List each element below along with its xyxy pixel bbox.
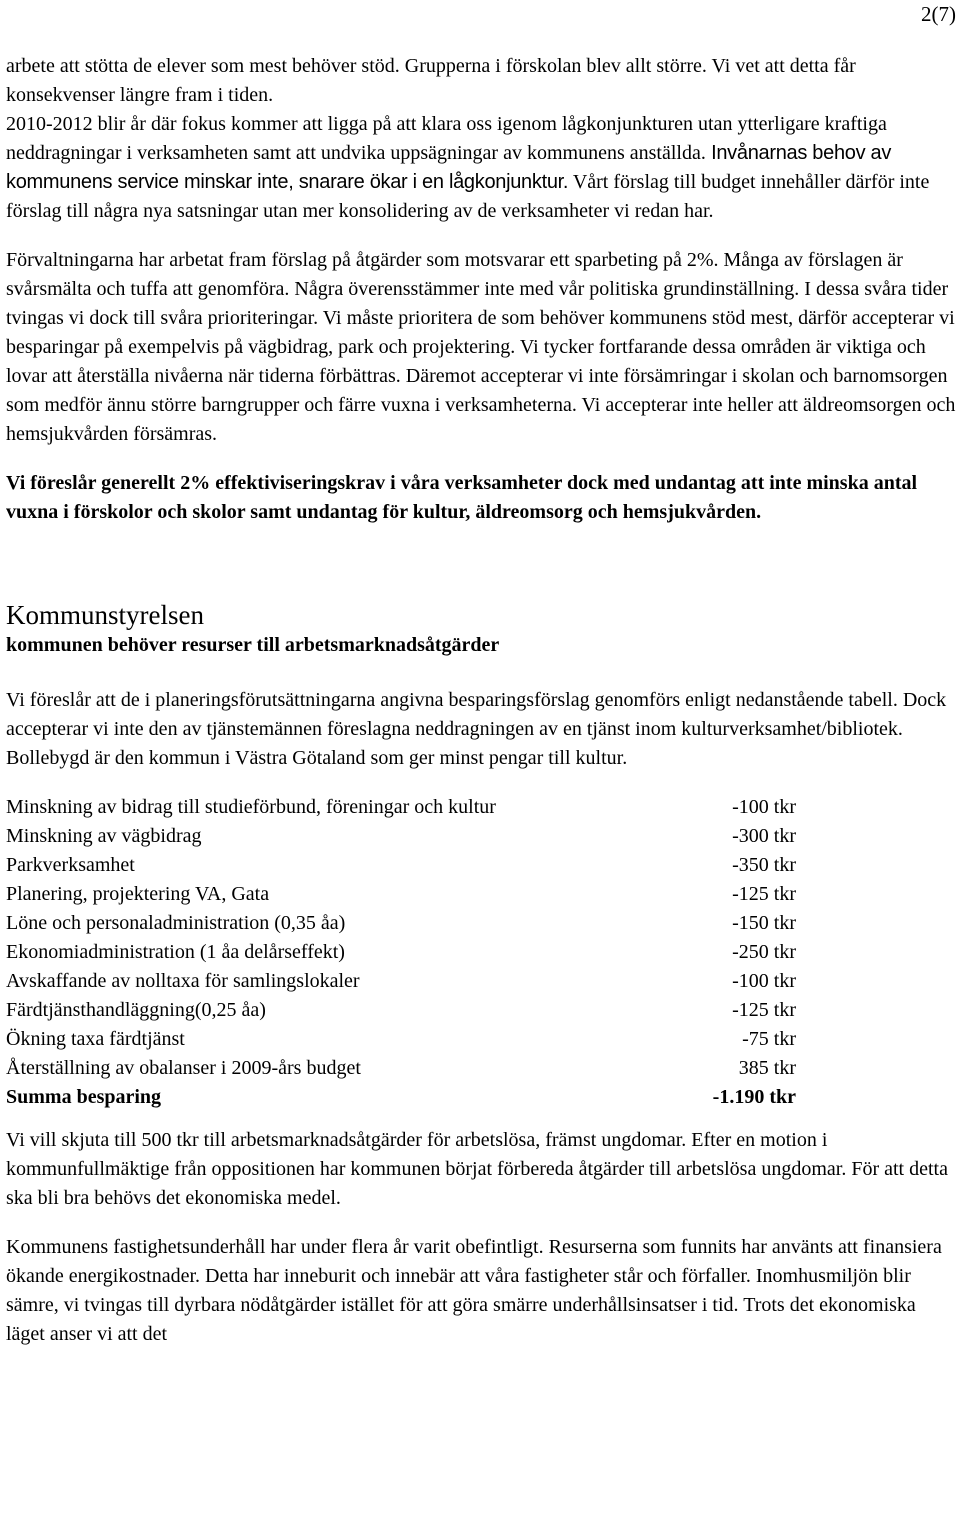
section-title: Kommunstyrelsen xyxy=(6,600,204,630)
savings-amount: -100 tkr xyxy=(732,970,796,992)
outro-paragraph-2: Kommunens fastighetsunderhåll har under flera år varit obefintligt. Resurserna som funnits har använts att finansiera ökande energikostnader. Detta har inneburit och innebär att våra fastigheter står och förfaller. Inomhusmiljön blir sämre, vi tvingas till dyrbara nödåtgärder istället för att göra smärre underhållsinsatser i tid. Trots det ekonomiska läget anser vi att det xyxy=(6,1236,942,1345)
intro-paragraph xyxy=(6,52,956,226)
savings-amount: -75 tkr xyxy=(742,1028,796,1050)
savings-row xyxy=(6,880,796,909)
savings-item: Återställning av obalanser i 2009-års budget xyxy=(6,1057,361,1079)
savings-item: Planering, projektering VA, Gata xyxy=(6,883,270,905)
savings-amount: -100 tkr xyxy=(732,796,796,818)
savings-row xyxy=(6,1054,796,1083)
savings-total-row xyxy=(6,1083,796,1112)
savings-item: Minskning av vägbidrag xyxy=(6,825,202,847)
savings-amount: 385 tkr xyxy=(738,1057,796,1079)
savings-amount: -350 tkr xyxy=(732,854,796,876)
savings-item: Parkverksamhet xyxy=(6,854,135,876)
savings-row xyxy=(6,996,796,1025)
section-subtitle: kommunen behöver resurser till arbetsmarknadsåtgärder xyxy=(6,634,500,656)
savings-item: Färdtjänsthandläggning(0,25 åa) xyxy=(6,999,266,1021)
outro-paragraph-1: Vi vill skjuta till 500 tkr till arbetsmarknadsåtgärder för arbetslösa, främst ungdomar. Efter en motion i kommunfullmäktige från oppositionen har kommunen börjat förbereda åtgärder till arbetslösa ungdomar. För att detta ska bli bra behövs det ekonomiska medel. xyxy=(6,1129,948,1209)
savings-item: Ökning taxa färdtjänst xyxy=(6,1028,185,1050)
savings-total-label: Summa besparing xyxy=(6,1086,162,1108)
proposal-bold-paragraph: Vi föreslår generellt 2% effektiviseringskrav i våra verksamheter dock med undantag att inte minska antal vuxna i förskolor och skolor samt undantag för kultur, äldreomsorg och hemsjukvården. xyxy=(6,472,918,523)
intro-text-2b: Invånarnas behov av kommunens service minskar inte, snarare ökar i en lågkonjunktur. xyxy=(6,142,892,193)
savings-total-amount: -1.190 tkr xyxy=(712,1086,796,1108)
savings-amount: -250 tkr xyxy=(732,941,796,963)
savings-amount: -150 tkr xyxy=(732,912,796,934)
savings-item: Löne och personaladministration (0,35 åa) xyxy=(6,912,346,934)
savings-amount: -125 tkr xyxy=(732,999,796,1021)
savings-row xyxy=(6,967,796,996)
savings-table xyxy=(6,793,796,1112)
savings-item: Avskaffande av nolltaxa för samlingslokaler xyxy=(6,970,360,992)
forvaltning-paragraph: Förvaltningarna har arbetat fram förslag på åtgärder som motsvarar ett sparbeting på 2%. Många av förslagen är svårsmälta och tuffa att genomföra. Några överensstämmer inte med vår politiska grundinställning. I dessa svåra tider tvingas vi dock till svåra prioriteringar. Vi måste prioritera de som behöver kommunens stöd mest, därför accepterar vi besparingar på exempelvis på vägbidrag, park och projektering. Vi tycker fortfarande dessa områden är viktiga och lovar att återställa nivåerna när tiderna förbättras. Däremot accepterar vi inte försämringar i skolan och barnomsorgen som medför ännu större barngrupper och färre vuxna i verksamheterna. Vi accepterar inte heller att äldreomsorgen och hemsjukvården försämras. xyxy=(6,249,956,445)
intro-text-2a: 2010-2012 blir år där fokus kommer att ligga på att klara oss igenom lågkonjunkturen utan ytterligare kraftiga neddragningar i verksamheten samt att undvika uppsägningar av kommunens anställda. xyxy=(6,113,887,164)
savings-row xyxy=(6,822,796,851)
savings-row xyxy=(6,851,796,880)
savings-amount: -300 tkr xyxy=(732,825,796,847)
savings-row xyxy=(6,1025,796,1054)
savings-item: Minskning av bidrag till studieförbund, föreningar och kultur xyxy=(6,796,496,818)
section-intro-paragraph: Vi föreslår att de i planeringsförutsättningarna angivna besparingsförslag genomförs enligt nedanstående tabell. Dock accepterar vi inte den av tjänstemännen föreslagna neddragningen av en tjänst inom kulturverksamhet/bibliotek. Bollebygd är den kommun i Västra Götaland som ger minst pengar till kultur. xyxy=(6,689,947,769)
savings-row xyxy=(6,909,796,938)
page-number: 2(7) xyxy=(921,2,956,26)
savings-row xyxy=(6,793,796,822)
document-body xyxy=(6,52,956,1369)
intro-text-1: arbete att stötta de elever som mest behöver stöd. Grupperna i förskolan blev allt större. Vi vet att detta får konsekvenser längre fram i tiden. xyxy=(6,55,856,106)
savings-item: Ekonomiadministration (1 åa delårseffekt) xyxy=(6,941,345,963)
intro-text-2c: Vårt förslag till budget innehåller därför inte förslag till några nya satsningar utan mer konsolidering av de verksamheter vi redan har. xyxy=(6,171,930,222)
savings-row xyxy=(6,938,796,967)
savings-amount: -125 tkr xyxy=(732,883,796,905)
